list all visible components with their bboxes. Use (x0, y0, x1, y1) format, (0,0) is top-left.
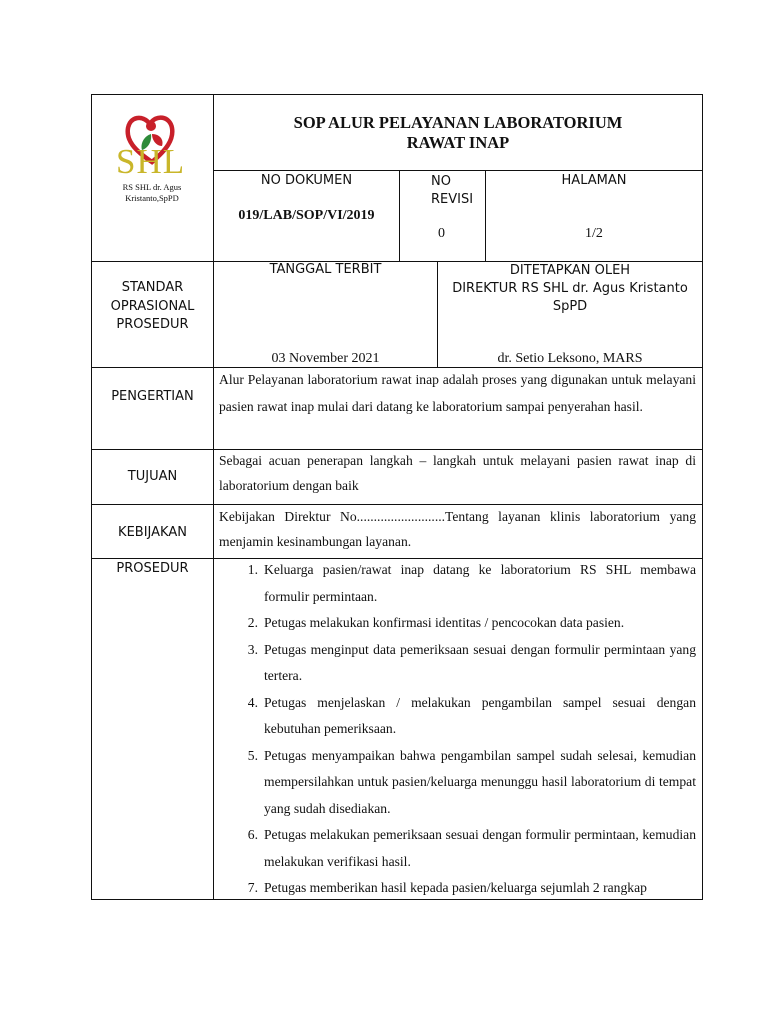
step-text: Petugas melakukan pemeriksaan sesuai dengan formulir permintaan, kemudian melakukan verifikasi hasil. (264, 827, 696, 869)
document-title (214, 113, 702, 153)
ditetapkan-label: DITETAPKAN OLEH (509, 263, 631, 278)
sop-label-1: STANDAR (121, 280, 184, 295)
tujuan-text: Sebagai acuan penerapan langkah – langkah untuk melayani pasien rawat inap di laboratorium dengan baik (219, 453, 696, 493)
step-number: 2. (247, 615, 258, 630)
tanggal-terbit-value: 03 November 2021 (271, 351, 380, 366)
signatory-name: dr. Setio Leksono, MARS (497, 351, 643, 366)
sop-label-3: PROSEDUR (116, 317, 189, 332)
step-text: Petugas menginput data pemeriksaan sesuai dengan formulir permintaan yang tertera. (264, 641, 696, 683)
list-item (216, 743, 696, 823)
kebijakan-label: KEBIJAKAN (118, 525, 187, 540)
direktur-line-2: SpPD (552, 299, 588, 314)
step-number: 1. (247, 562, 258, 577)
step-text: Petugas menjelaskan / melakukan pengambilan sampel sesuai dengan kebutuhan pemeriksaan. (264, 694, 696, 736)
list-item (216, 637, 696, 690)
tujuan-label: TUJUAN (127, 469, 178, 484)
sop-label (92, 279, 213, 335)
logo-caption (106, 182, 198, 204)
pengertian-text: Alur Pelayanan laboratorium rawat inap adalah proses yang digunakan untuk melayani pasien rawat inap mulai dari datang ke laboratorium sampai penyerahan hasil. (219, 372, 696, 414)
title-line-1: SOP ALUR PELAYANAN LABORATORIUM (293, 113, 623, 132)
prosedur-list (216, 557, 696, 902)
tanggal-terbit-label: TANGGAL TERBIT (269, 262, 382, 277)
no-revisi-label-2: REVISI (431, 192, 474, 207)
no-dokumen-label: NO DOKUMEN (260, 173, 353, 188)
step-text: Keluarga pasien/rawat inap datang ke laboratorium RS SHL membawa formulir permintaan. (264, 562, 696, 604)
no-revisi-value: 0 (438, 226, 445, 241)
list-item (216, 610, 696, 637)
step-text: Petugas melakukan konfirmasi identitas / pencocokan data pasien. (264, 615, 625, 630)
step-text: Petugas menyampaikan bahwa pengambilan sampel sudah selesai, kemudian mempersilahkan untuk pasien/keluarga menunggu hasil laboratorium di tempat yang sudah disediakan. (264, 747, 696, 816)
logo-mark-text: SHL (116, 142, 186, 181)
halaman-value: 1/2 (585, 226, 603, 241)
kebijakan-text: Kebijakan Direktur No..........................Tentang layanan klinis laboratorium yang menjamin kesinambungan layanan. (219, 509, 696, 549)
logo-caption-text: RS SHL dr. Agus Kristanto,SpPD (122, 182, 182, 203)
ditetapkan-block (438, 262, 702, 316)
step-number: 3. (247, 641, 258, 657)
step-number: 5. (247, 747, 258, 763)
pengertian-label: PENGERTIAN (111, 389, 194, 404)
title-line-2: RAWAT INAP (406, 133, 510, 152)
step-number: 4. (247, 694, 258, 710)
direktur-line-1: DIREKTUR RS SHL dr. Agus Kristanto (452, 281, 688, 296)
list-item (216, 875, 696, 902)
step-number: 7. (247, 880, 258, 895)
list-item (216, 690, 696, 743)
list-item (216, 822, 696, 875)
hospital-logo (104, 104, 204, 203)
halaman-label: HALAMAN (561, 173, 627, 188)
list-item (216, 557, 696, 610)
step-text: Petugas memberikan hasil kepada pasien/keluarga sejumlah 2 rangkap (264, 880, 647, 895)
no-revisi-label (431, 173, 473, 209)
step-number: 6. (247, 827, 258, 842)
prosedur-label: PROSEDUR (116, 561, 189, 576)
no-revisi-label-1: NO (431, 174, 451, 189)
no-dokumen-value: 019/LAB/SOP/VI/2019 (238, 208, 375, 223)
sop-label-2: OPRASIONAL (110, 298, 195, 314)
